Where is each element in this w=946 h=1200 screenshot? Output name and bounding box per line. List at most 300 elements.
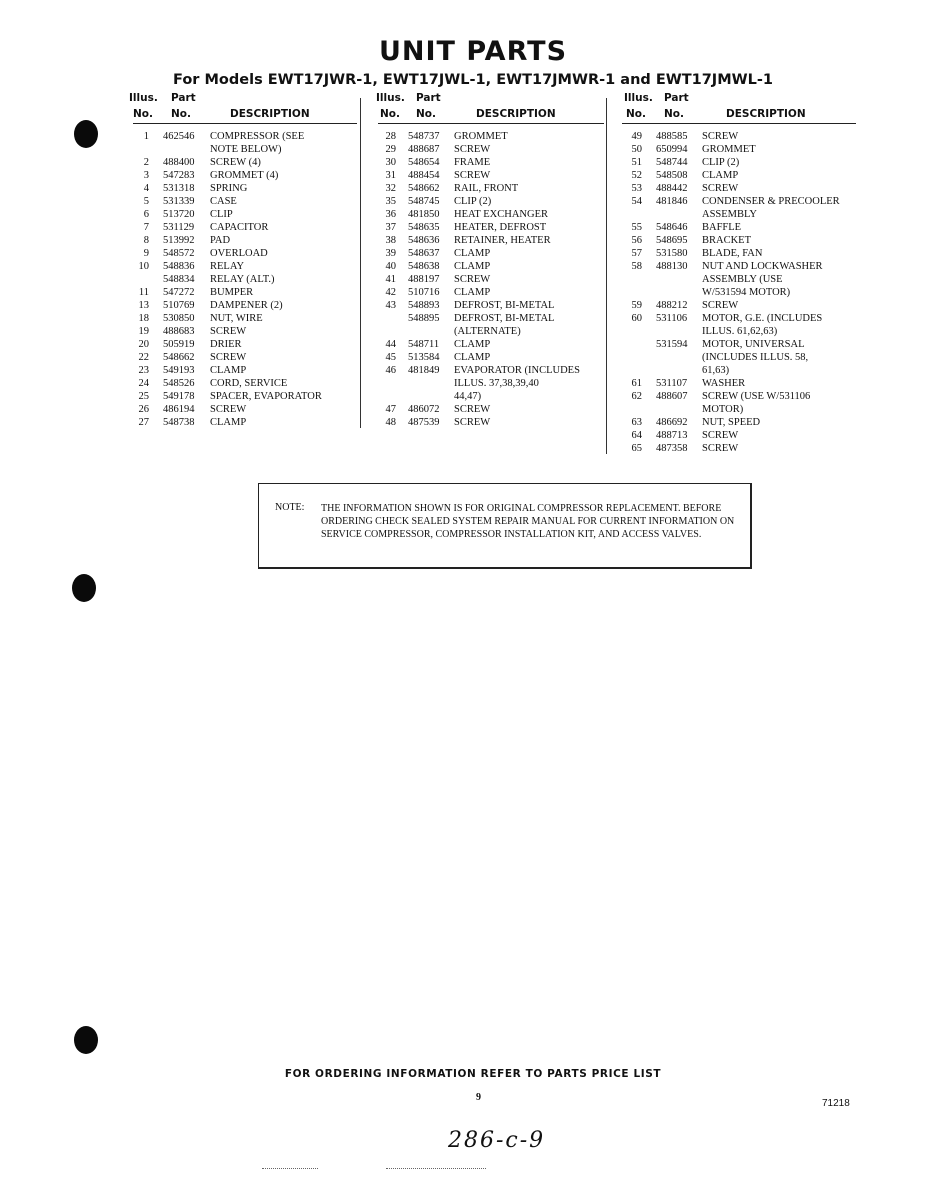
part-description: RELAY [210, 261, 245, 272]
table-row [133, 364, 357, 377]
part-description: SCREW [210, 352, 247, 363]
table-row [622, 286, 856, 299]
part-description: SCREW [454, 417, 491, 428]
table-row [622, 299, 856, 312]
illus-number: 60 [631, 313, 642, 324]
table-row [378, 416, 604, 429]
part-description: (ALTERNATE) [454, 326, 521, 337]
part-number: 548893 [408, 300, 440, 311]
part-description: GROMMET [454, 131, 508, 142]
part-description: W/531594 MOTOR) [702, 287, 791, 298]
illus-number: 19 [138, 326, 149, 337]
part-number: 548636 [408, 235, 440, 246]
table-row [133, 403, 357, 416]
part-number: 486692 [656, 417, 688, 428]
header-rule [378, 123, 604, 124]
part-number: 548508 [656, 170, 688, 181]
part-description: DEFROST, BI-METAL [454, 313, 555, 324]
scan-mark [386, 1168, 486, 1170]
table-row [622, 442, 856, 455]
table-row [133, 130, 357, 143]
part-description: SCREW [454, 170, 491, 181]
ordering-footer: FOR ORDERING INFORMATION REFER TO PARTS PRICE LIST [284, 1068, 662, 1080]
illus-number: 53 [631, 183, 642, 194]
part-number: 548711 [408, 339, 440, 350]
part-description: MOTOR, G.E. (INCLUDES [702, 313, 823, 324]
part-number: 548572 [163, 248, 195, 259]
part-number: 548526 [163, 378, 195, 389]
illus-number: 44 [385, 339, 396, 350]
table-row [622, 208, 856, 221]
table-row [133, 377, 357, 390]
part-number: 548836 [163, 261, 195, 272]
part-number: 548737 [408, 131, 440, 142]
illus-number: 1 [143, 131, 149, 142]
table-row [622, 260, 856, 273]
part-description: BRACKET [702, 235, 752, 246]
part-description: NUT, WIRE [210, 313, 263, 324]
illus-number: 31 [385, 170, 396, 181]
part-number: 548646 [656, 222, 688, 233]
description-header: DESCRIPTION [476, 108, 556, 120]
part-number: 510716 [408, 287, 440, 298]
illus-number: 25 [138, 391, 149, 402]
binder-hole-icon [74, 1026, 98, 1054]
part-description: NOTE BELOW) [210, 144, 282, 155]
table-row [622, 182, 856, 195]
illus-number: 48 [385, 417, 396, 428]
illus-number: 32 [385, 183, 396, 194]
part-description: SCREW [702, 430, 739, 441]
part-description: MOTOR, UNIVERSAL [702, 339, 805, 350]
part-number: 488212 [656, 300, 688, 311]
part-number: 531107 [656, 378, 688, 389]
part-description: CLAMP [454, 248, 491, 259]
column-header [622, 92, 856, 124]
part-number: 548834 [163, 274, 195, 285]
illus-number: 4 [143, 183, 149, 194]
illus-number: 8 [143, 235, 149, 246]
page-number: 9 [476, 1092, 481, 1103]
illus-number: 40 [385, 261, 396, 272]
illus-number: 59 [631, 300, 642, 311]
table-row [378, 299, 604, 312]
table-row [622, 143, 856, 156]
illus-number: 3 [143, 170, 149, 181]
part-number: 481849 [408, 365, 440, 376]
part-description: 44,47) [454, 391, 482, 402]
illus-number: 61 [631, 378, 642, 389]
part-description: CLIP (2) [454, 196, 492, 207]
description-header: DESCRIPTION [726, 108, 806, 120]
table-row [622, 351, 856, 364]
illus-number: 26 [138, 404, 149, 415]
part-header: Part [171, 92, 196, 104]
part-description: RETAINER, HEATER [454, 235, 551, 246]
part-number: 650994 [656, 144, 688, 155]
table-row [378, 390, 604, 403]
part-description: COMPRESSOR (SEE [210, 131, 305, 142]
table-row [133, 351, 357, 364]
column-divider [360, 98, 361, 428]
illus-number: 6 [143, 209, 149, 220]
part-description: SPRING [210, 183, 248, 194]
table-row [133, 299, 357, 312]
part-number: 488683 [163, 326, 195, 337]
part-description: GROMMET (4) [210, 170, 279, 181]
table-row [622, 325, 856, 338]
illus-number: 24 [138, 378, 149, 389]
table-row [378, 169, 604, 182]
illus-header: Illus. [624, 92, 653, 104]
illus-number: 18 [138, 313, 149, 324]
part-number: 548745 [408, 196, 440, 207]
part-description: ILLUS. 37,38,39,40 [454, 378, 539, 389]
table-row [378, 260, 604, 273]
table-row [378, 208, 604, 221]
binder-hole-icon [72, 574, 96, 602]
illus-number: 49 [631, 131, 642, 142]
part-number: 488442 [656, 183, 688, 194]
table-row [133, 156, 357, 169]
illus-number: 9 [143, 248, 149, 259]
part-number: 487358 [656, 443, 688, 454]
illus-number: 13 [138, 300, 149, 311]
part-description: NUT AND LOCKWASHER [702, 261, 823, 272]
table-row [133, 273, 357, 286]
illus-number: 57 [631, 248, 642, 259]
illus-number: 22 [138, 352, 149, 363]
part-description: CLAMP [454, 287, 491, 298]
part-header: Part [416, 92, 441, 104]
illus-number: 52 [631, 170, 642, 181]
part-description: SCREW (4) [210, 157, 261, 168]
part-number: 549178 [163, 391, 195, 402]
illus-header: Illus. [376, 92, 405, 104]
part-number: 548637 [408, 248, 440, 259]
part-number: 488585 [656, 131, 688, 142]
illus-number: 28 [385, 131, 396, 142]
illus-number: 20 [138, 339, 149, 350]
part-number: 548635 [408, 222, 440, 233]
part-description: SPACER, EVAPORATOR [210, 391, 322, 402]
table-row [378, 338, 604, 351]
part-description: CLAMP [702, 170, 739, 181]
part-description: OVERLOAD [210, 248, 268, 259]
part-description: PAD [210, 235, 231, 246]
part-description: SCREW [702, 300, 739, 311]
table-row [378, 312, 604, 325]
illus-number: 7 [143, 222, 149, 233]
table-row [622, 403, 856, 416]
table-row [622, 169, 856, 182]
description-header: DESCRIPTION [230, 108, 310, 120]
illus-number: 30 [385, 157, 396, 168]
table-row [133, 312, 357, 325]
column-divider [606, 98, 607, 454]
illus-number: 39 [385, 248, 396, 259]
table-row [378, 247, 604, 260]
part-number: 486194 [163, 404, 195, 415]
illus-number: 56 [631, 235, 642, 246]
table-row [378, 377, 604, 390]
part-description: CLAMP [454, 339, 491, 350]
note-text: THE INFORMATION SHOWN IS FOR ORIGINAL COMPRESSOR REPLACEMENT. BEFORE ORDERING CHECK SEALED SYSTEM REPAIR MANUAL FOR CURRENT INFORMATION ON SERVICE COMPRESSOR, COMPRESSOR INSTALLATION KIT, AND ACCESS VALVES. [321, 503, 735, 540]
part-description: CONDENSER & PRECOOLER [702, 196, 840, 207]
part-description: CAPACITOR [210, 222, 269, 233]
table-row [133, 182, 357, 195]
header-rule [133, 123, 357, 124]
part-number: 549193 [163, 365, 195, 376]
table-row [378, 364, 604, 377]
part-description: DEFROST, BI-METAL [454, 300, 555, 311]
part-number: 531580 [656, 248, 688, 259]
table-row [133, 325, 357, 338]
table-row [378, 403, 604, 416]
models-subtitle: For Models EWT17JWR-1, EWT17JWL-1, EWT17JMWR-1 and EWT17JMWL-1 [173, 72, 773, 88]
table-row [622, 338, 856, 351]
part-description: SCREW [702, 443, 739, 454]
table-row [133, 260, 357, 273]
part-description: EVAPORATOR (INCLUDES [454, 365, 580, 376]
illus-number: 43 [385, 300, 396, 311]
part-number: 548695 [656, 235, 688, 246]
part-number: 547283 [163, 170, 195, 181]
part-description: SCREW [454, 274, 491, 285]
part-number: 513584 [408, 352, 440, 363]
illus-number: 41 [385, 274, 396, 285]
parts-rows [133, 130, 357, 429]
part-number: 513992 [163, 235, 195, 246]
part-description: FRAME [454, 157, 491, 168]
table-row [378, 351, 604, 364]
illus-number: 10 [138, 261, 149, 272]
part-number: 488197 [408, 274, 440, 285]
illus-number: 23 [138, 365, 149, 376]
part-number: 513720 [163, 209, 195, 220]
part-description: SCREW [210, 326, 247, 337]
part-number: 488607 [656, 391, 688, 402]
part-description: DAMPENER (2) [210, 300, 283, 311]
illus-number: 50 [631, 144, 642, 155]
parts-column-1 [129, 92, 357, 429]
part-number: 548662 [408, 183, 440, 194]
table-row [622, 273, 856, 286]
table-row [378, 182, 604, 195]
illus-number: 63 [631, 417, 642, 428]
table-row [133, 390, 357, 403]
illus-number: 42 [385, 287, 396, 298]
illus-number: 54 [631, 196, 642, 207]
table-row [378, 273, 604, 286]
column-header [129, 92, 357, 124]
part-number: 548744 [656, 157, 688, 168]
part-number: 488687 [408, 144, 440, 155]
part-description: CLAMP [210, 365, 247, 376]
document-code: 71218 [822, 1098, 850, 1109]
part-number: 462546 [163, 131, 195, 142]
part-description: SCREW [210, 404, 247, 415]
table-row [378, 286, 604, 299]
part-number: 531594 [656, 339, 688, 350]
part-description: CASE [210, 196, 237, 207]
table-row [622, 416, 856, 429]
part-description: CLAMP [454, 261, 491, 272]
part-number: 487539 [408, 417, 440, 428]
part-number: 548654 [408, 157, 440, 168]
part-description: HEAT EXCHANGER [454, 209, 549, 220]
binder-hole-icon [74, 120, 98, 148]
table-row [622, 364, 856, 377]
table-row [622, 221, 856, 234]
illus-number: 35 [385, 196, 396, 207]
part-description: (INCLUDES ILLUS. 58, [702, 352, 809, 363]
part-description: WASHER [702, 378, 746, 389]
part-description: CLIP [210, 209, 233, 220]
part-description: NUT, SPEED [702, 417, 761, 428]
table-row [378, 195, 604, 208]
part-number: 548895 [408, 313, 440, 324]
part-description: CLAMP [210, 417, 247, 428]
part-description: 61,63) [702, 365, 730, 376]
illus-number: 29 [385, 144, 396, 155]
table-row [622, 429, 856, 442]
part-number: 531339 [163, 196, 195, 207]
illus-number: 51 [631, 157, 642, 168]
illus-no-header: No. [626, 108, 646, 120]
table-row [133, 234, 357, 247]
illus-number: 36 [385, 209, 396, 220]
part-description: ASSEMBLY [702, 209, 757, 220]
illus-header: Illus. [129, 92, 158, 104]
table-row [133, 416, 357, 429]
part-number: 530850 [163, 313, 195, 324]
table-row [622, 156, 856, 169]
part-description: SCREW [702, 131, 739, 142]
table-row [378, 130, 604, 143]
part-no-header: No. [171, 108, 191, 120]
table-row [622, 247, 856, 260]
table-row [622, 377, 856, 390]
illus-number: 62 [631, 391, 642, 402]
part-description: SCREW [454, 404, 491, 415]
table-row [378, 221, 604, 234]
part-number: 481846 [656, 196, 688, 207]
part-description: DRIER [210, 339, 242, 350]
table-row [622, 195, 856, 208]
part-description: RELAY (ALT.) [210, 274, 275, 285]
table-row [133, 221, 357, 234]
part-number: 531318 [163, 183, 195, 194]
table-row [133, 208, 357, 221]
illus-number: 55 [631, 222, 642, 233]
table-row [622, 130, 856, 143]
part-description: CLAMP [454, 352, 491, 363]
table-row [133, 169, 357, 182]
part-number: 481850 [408, 209, 440, 220]
part-description: CLIP (2) [702, 157, 740, 168]
column-header [378, 92, 604, 124]
illus-number: 64 [631, 430, 642, 441]
part-description: ASSEMBLY (USE [702, 274, 783, 285]
table-row [622, 390, 856, 403]
illus-number: 5 [143, 196, 149, 207]
illus-number: 65 [631, 443, 642, 454]
illus-number: 11 [138, 287, 149, 298]
part-number: 505919 [163, 339, 195, 350]
part-description: CORD, SERVICE [210, 378, 288, 389]
part-number: 531106 [656, 313, 688, 324]
part-number: 548662 [163, 352, 195, 363]
table-row [133, 247, 357, 260]
part-number: 488400 [163, 157, 195, 168]
illus-number: 47 [385, 404, 396, 415]
illus-number: 45 [385, 352, 396, 363]
parts-column-3 [622, 92, 856, 455]
parts-rows [622, 130, 856, 455]
part-no-header: No. [664, 108, 684, 120]
page-title: UNIT PARTS [378, 36, 568, 67]
table-row [378, 234, 604, 247]
parts-column-2 [378, 92, 604, 429]
part-number: 531129 [163, 222, 195, 233]
part-number: 548638 [408, 261, 440, 272]
part-description: RAIL, FRONT [454, 183, 519, 194]
part-number: 486072 [408, 404, 440, 415]
table-row [133, 143, 357, 156]
part-description: ILLUS. 61,62,63) [702, 326, 778, 337]
illus-number: 46 [385, 365, 396, 376]
illus-number: 27 [138, 417, 149, 428]
part-description: HEATER, DEFROST [454, 222, 547, 233]
part-description: MOTOR) [702, 404, 744, 415]
illus-number: 58 [631, 261, 642, 272]
illus-number: 2 [143, 157, 149, 168]
note-label: NOTE: [275, 502, 305, 513]
table-row [133, 286, 357, 299]
part-description: SCREW [702, 183, 739, 194]
part-number: 510769 [163, 300, 195, 311]
part-description: BAFFLE [702, 222, 742, 233]
part-description: GROMMET [702, 144, 756, 155]
part-description: SCREW (USE W/531106 [702, 391, 811, 402]
scan-mark [262, 1168, 318, 1170]
part-number: 488130 [656, 261, 688, 272]
part-description: BLADE, FAN [702, 248, 763, 259]
header-rule [622, 123, 856, 124]
handwritten-annotation: 286-c-9 [448, 1128, 546, 1153]
illus-number: 38 [385, 235, 396, 246]
table-row [133, 195, 357, 208]
part-description: SCREW [454, 144, 491, 155]
illus-no-header: No. [380, 108, 400, 120]
part-number: 547272 [163, 287, 195, 298]
compressor-note-box [258, 483, 752, 569]
illus-number: 37 [385, 222, 396, 233]
table-row [378, 143, 604, 156]
part-number: 548738 [163, 417, 195, 428]
part-no-header: No. [416, 108, 436, 120]
table-row [133, 338, 357, 351]
table-row [378, 325, 604, 338]
illus-no-header: No. [133, 108, 153, 120]
parts-rows [378, 130, 604, 429]
part-header: Part [664, 92, 689, 104]
part-number: 488454 [408, 170, 440, 181]
part-description: BUMPER [210, 287, 254, 298]
part-number: 488713 [656, 430, 688, 441]
table-row [622, 312, 856, 325]
